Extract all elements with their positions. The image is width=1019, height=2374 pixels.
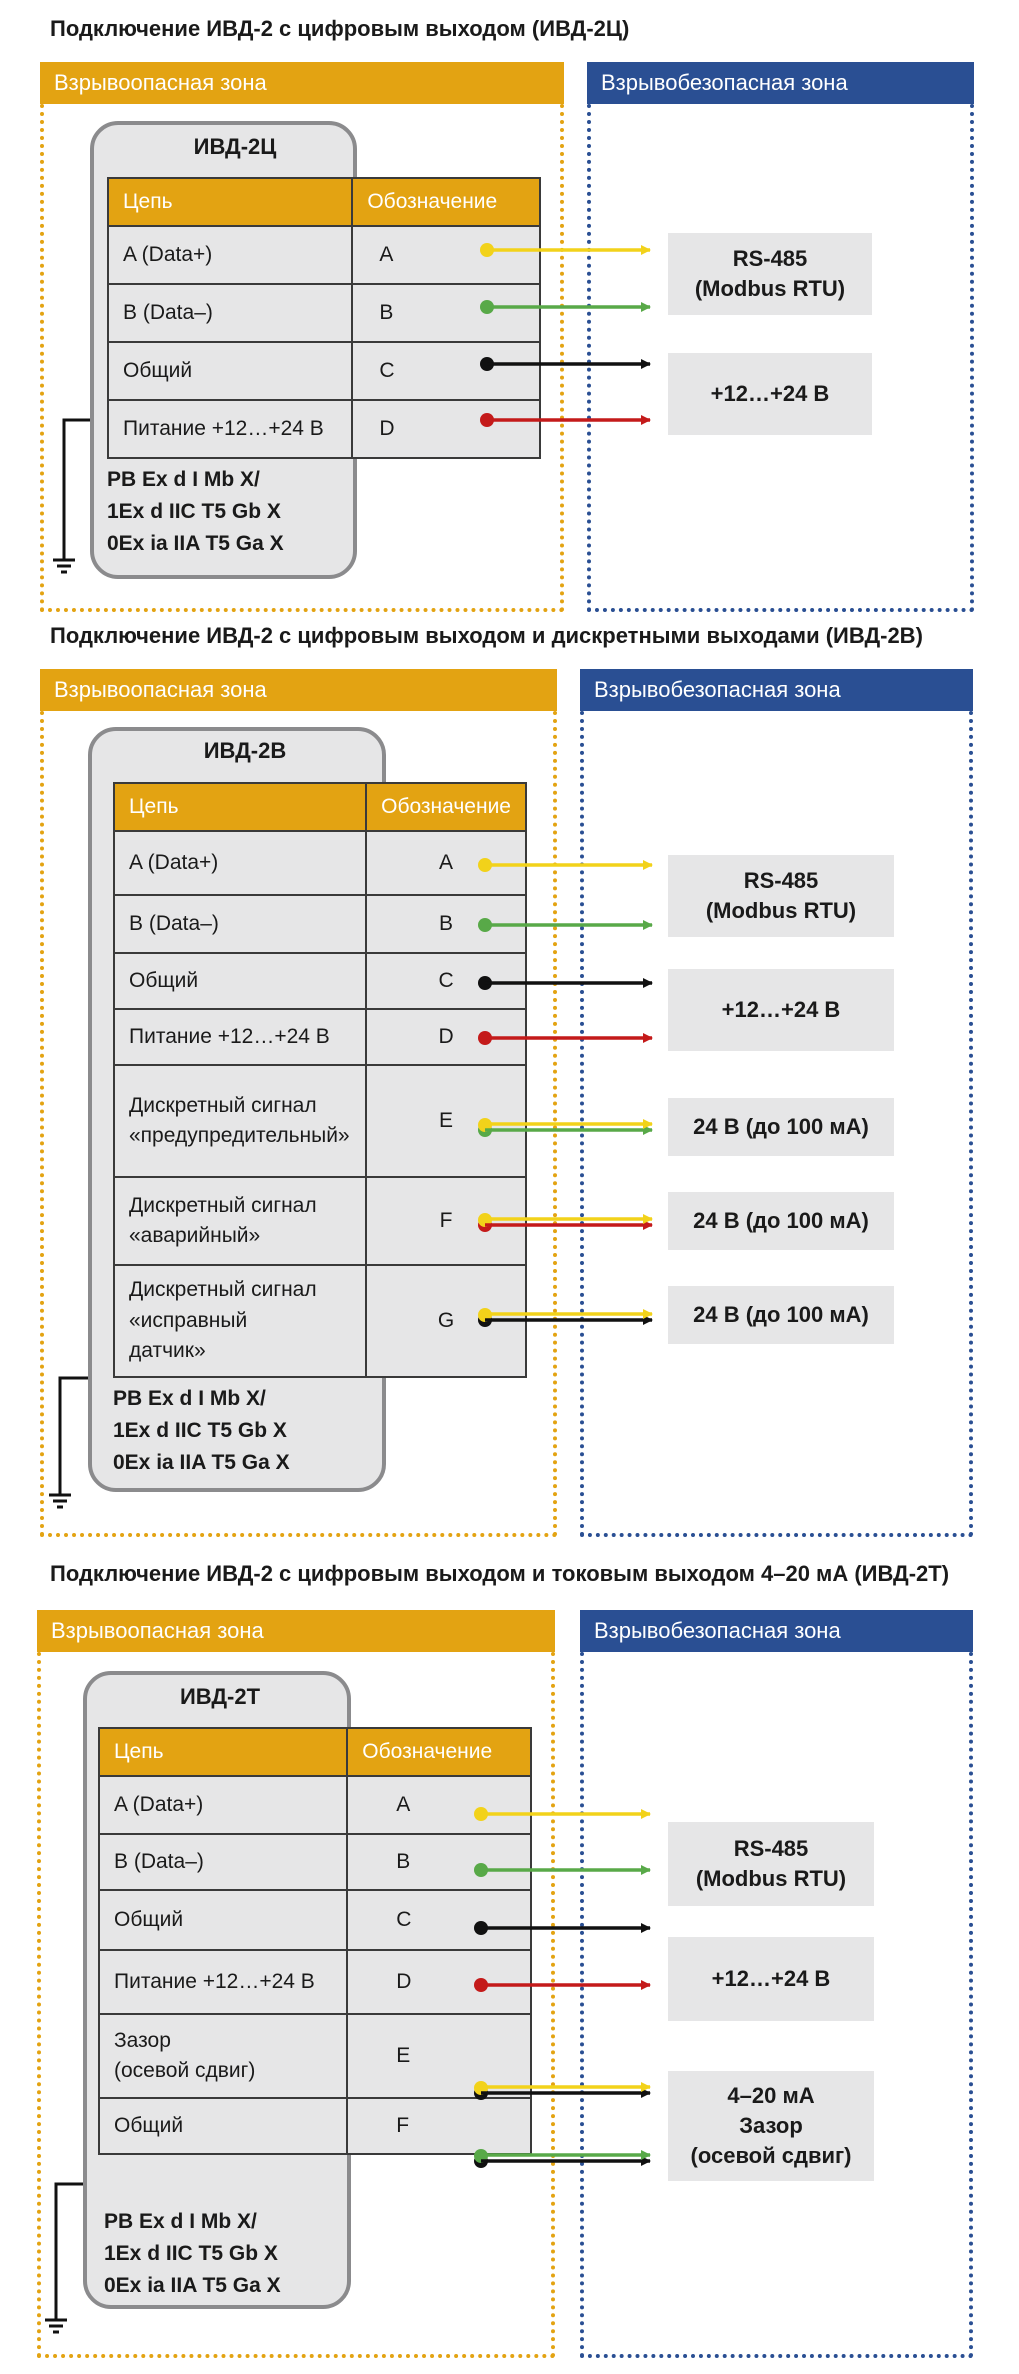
current-output-box: 4–20 мА Зазор (осевой сдвиг) — [668, 2071, 874, 2181]
circuit-cell: B (Data–) — [114, 895, 366, 953]
device-title: ИВД-2В — [203, 738, 287, 763]
power-box: +12…+24 В — [668, 353, 872, 435]
circuit-cell: B (Data–) — [108, 284, 352, 342]
ex-marking-line: 1Ex d IIC T5 Gb X — [107, 500, 281, 523]
designation-cell: A — [366, 831, 526, 895]
safe-zone-label: Взрывобезопасная зона — [580, 1610, 973, 1652]
circuit-cell: A (Data+) — [108, 226, 352, 284]
circuit-header: Цепь — [108, 178, 352, 226]
hazardous-zone-label: Взрывоопасная зона — [40, 669, 557, 711]
device-title: ИВД-2Ц — [193, 134, 277, 159]
designation-cell: F — [366, 1177, 526, 1265]
wire-f — [478, 1213, 652, 1232]
designation-cell: D — [366, 1009, 526, 1065]
wire-c — [474, 1921, 650, 1935]
designation-cell: B — [347, 1834, 531, 1890]
wire-d — [480, 413, 650, 427]
designation-cell: E — [366, 1065, 526, 1177]
designation-header: Обозначение — [366, 783, 526, 831]
designation-cell: A — [352, 226, 540, 284]
wire-b — [478, 918, 652, 932]
designation-cell: D — [347, 1950, 531, 2014]
wire-g — [478, 1308, 652, 1327]
hazardous-zone-label: Взрывоопасная зона — [37, 1610, 555, 1652]
circuit-cell: Общий — [114, 953, 366, 1009]
designation-header: Обозначение — [352, 178, 540, 226]
wire-e — [474, 2081, 650, 2100]
ex-marking-line: PB Ex d I Mb X/ — [113, 1387, 266, 1410]
designation-cell: C — [366, 953, 526, 1009]
ex-marking-line: 0Ex ia IIA T5 Ga X — [104, 2274, 281, 2297]
discrete-output-box: 24 В (до 100 мА) — [668, 1098, 894, 1156]
circuit-cell: Питание +12…+24 В — [114, 1009, 366, 1065]
ground-icon — [45, 2184, 83, 2332]
designation-cell: D — [352, 400, 540, 458]
wire-b — [474, 1863, 650, 1877]
circuit-cell: Общий — [99, 1890, 347, 1950]
device-title: ИВД-2Т — [179, 1684, 261, 1709]
rs485-box: RS-485 (Modbus RTU) — [668, 233, 872, 315]
circuit-header: Цепь — [99, 1728, 347, 1776]
wire-d — [474, 1978, 650, 1992]
discrete-output-box: 24 В (до 100 мА) — [668, 1286, 894, 1344]
circuit-cell: Общий — [99, 2098, 347, 2154]
ex-marking-line: PB Ex d I Mb X/ — [107, 468, 260, 491]
designation-cell: A — [347, 1776, 531, 1834]
circuit-cell: Дискретный сигнал «предупредительный» — [114, 1065, 366, 1177]
circuit-cell: B (Data–) — [99, 1834, 347, 1890]
circuit-cell: A (Data+) — [114, 831, 366, 895]
wire-a — [478, 858, 652, 872]
section-heading: Подключение ИВД-2 с цифровым выходом и токовым выходом 4–20 мА (ИВД-2Т) — [50, 1561, 950, 1586]
power-box: +12…+24 В — [668, 969, 894, 1051]
hazardous-zone-label: Взрывоопасная зона — [40, 62, 564, 104]
discrete-output-box: 24 В (до 100 мА) — [668, 1192, 894, 1250]
circuit-cell: Дискретный сигнал «аварийный» — [114, 1177, 366, 1265]
safe-zone-label: Взрывобезопасная зона — [587, 62, 974, 104]
wire-f — [474, 2149, 650, 2168]
ground-icon — [49, 1378, 88, 1507]
rs485-box: RS-485 (Modbus RTU) — [668, 855, 894, 937]
circuit-header: Цепь — [114, 783, 366, 831]
designation-cell: C — [347, 1890, 531, 1950]
designation-cell: G — [366, 1265, 526, 1377]
wire-e — [478, 1118, 652, 1137]
section-heading: Подключение ИВД-2 с цифровым выходом и дискретными выходами (ИВД-2В) — [50, 623, 923, 648]
circuit-cell: A (Data+) — [99, 1776, 347, 1834]
ex-marking-line: 0Ex ia IIA T5 Ga X — [113, 1451, 290, 1474]
wire-c — [478, 976, 652, 990]
wire-a — [480, 243, 650, 257]
circuit-cell: Зазор (осевой сдвиг) — [99, 2014, 347, 2098]
rs485-box: RS-485 (Modbus RTU) — [668, 1822, 874, 1906]
designation-cell: F — [347, 2098, 531, 2154]
circuit-cell: Общий — [108, 342, 352, 400]
designation-cell: C — [352, 342, 540, 400]
ex-marking-line: 1Ex d IIC T5 Gb X — [113, 1419, 287, 1442]
safe-zone-label: Взрывобезопасная зона — [580, 669, 973, 711]
ex-marking-line: 1Ex d IIC T5 Gb X — [104, 2242, 278, 2265]
wire-b — [480, 300, 650, 314]
designation-cell: B — [366, 895, 526, 953]
ex-marking-line: PB Ex d I Mb X/ — [104, 2210, 257, 2233]
circuit-cell: Питание +12…+24 В — [99, 1950, 347, 2014]
circuit-cell: Питание +12…+24 В — [108, 400, 352, 458]
ex-marking-line: 0Ex ia IIA T5 Ga X — [107, 532, 284, 555]
wire-d — [478, 1031, 652, 1045]
ground-icon — [53, 420, 90, 572]
circuit-cell: Дискретный сигнал «исправный датчик» — [114, 1265, 366, 1377]
designation-cell: E — [347, 2014, 531, 2098]
wire-a — [474, 1807, 650, 1821]
power-box: +12…+24 В — [668, 1937, 874, 2021]
wire-c — [480, 357, 650, 371]
section-heading: Подключение ИВД-2 с цифровым выходом (ИВД-2Ц) — [50, 16, 630, 41]
designation-cell: B — [352, 284, 540, 342]
designation-header: Обозначение — [347, 1728, 531, 1776]
